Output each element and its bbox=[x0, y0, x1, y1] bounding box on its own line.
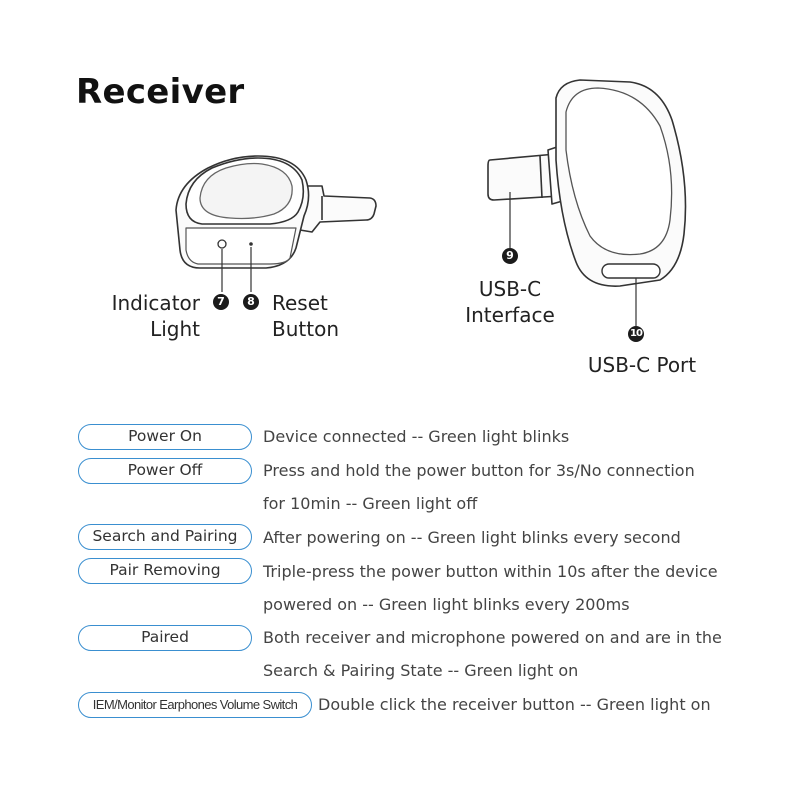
callout-badge-9: 9 bbox=[502, 248, 518, 264]
status-desc-pair-removing-line1: Triple-press the power button within 10s after the device bbox=[263, 562, 718, 581]
status-tag-power-off: Power Off bbox=[78, 458, 252, 484]
status-desc-paired-line1: Both receiver and microphone powered on and are in the bbox=[263, 628, 722, 647]
status-desc-power-off-line2: for 10min -- Green light off bbox=[263, 494, 478, 513]
reset-button-label: Reset Button bbox=[272, 291, 339, 341]
indicator-light-label: Indicator Light bbox=[111, 291, 200, 341]
status-desc-pair-removing-line2: powered on -- Green light blinks every 200ms bbox=[263, 595, 630, 614]
usbc-port-label: USB-C Port bbox=[587, 353, 697, 377]
callout-badge-7: 7 bbox=[213, 294, 229, 310]
status-desc-power-on: Device connected -- Green light blinks bbox=[263, 427, 570, 446]
callout-badge-10: 10 bbox=[628, 326, 644, 342]
status-tag-paired: Paired bbox=[78, 625, 252, 651]
usbc-interface-label: USB-C Interface bbox=[465, 277, 555, 327]
status-desc-search-pairing: After powering on -- Green light blinks every second bbox=[263, 528, 681, 547]
page-title: Receiver bbox=[76, 72, 245, 112]
status-desc-power-off-line1: Press and hold the power button for 3s/No connection bbox=[263, 461, 695, 480]
status-tag-search-pairing: Search and Pairing bbox=[78, 524, 252, 550]
status-tag-power-on: Power On bbox=[78, 424, 252, 450]
receiver-front-view bbox=[176, 156, 376, 292]
status-tag-volume-switch: IEM/Monitor Earphones Volume Switch bbox=[78, 692, 312, 718]
status-desc-volume-switch: Double click the receiver button -- Green light on bbox=[318, 695, 711, 714]
status-tag-pair-removing: Pair Removing bbox=[78, 558, 252, 584]
callout-badge-8: 8 bbox=[243, 294, 259, 310]
status-desc-paired-line2: Search & Pairing State -- Green light on bbox=[263, 661, 579, 680]
